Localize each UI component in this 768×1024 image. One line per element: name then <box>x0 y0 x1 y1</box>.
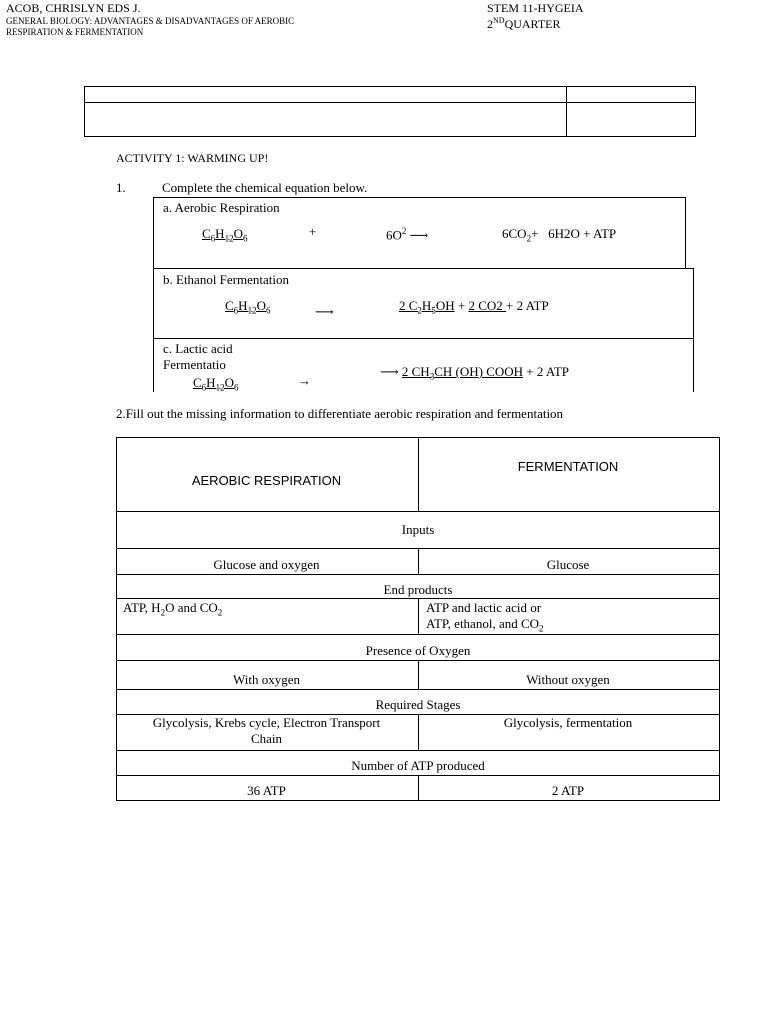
row-label-inputs: Inputs <box>401 522 435 537</box>
arrow-icon: ⟶ <box>409 227 429 243</box>
lactic-reactant: $C_6H_{12}O_6$ <box>193 375 239 393</box>
student-name: ACOB, CHRISLYN EDS J. <box>6 1 141 15</box>
atp-fermentation: 2 ATP <box>551 783 585 798</box>
row-label-stages: Required Stages <box>375 697 461 712</box>
aerobic-oxygen: $6O^2$ ⟶ <box>386 226 429 243</box>
activity-title: ACTIVITY 1: WARMING UP! <box>116 151 269 165</box>
aerobic-plus: + <box>309 224 317 239</box>
header-aerobic: AEROBIC RESPIRATION <box>191 473 342 488</box>
ethanol-products: 2 $C_2H_5OH + 2$ CO2 + 2 ATP <box>399 298 549 316</box>
lactic-label-1: c. Lactic acid <box>163 341 233 356</box>
stages-fermentation: Glycolysis, fermentation <box>503 715 633 730</box>
aerobic-products: $6CO_2+ 6H2O$ + ATP <box>502 226 617 244</box>
q2-instruction: 2.Fill out the missing information to differentiate aerobic respiration and fermentation <box>116 406 564 421</box>
atp-aerobic: 36 ATP <box>247 783 286 798</box>
end-products-fermentation: ATP and lactic acid or ATP, ethanol, and $CO_2$ <box>426 600 544 634</box>
class-section: STEM 11-HYGEIA <box>487 1 584 15</box>
lactic-products: ⟶ 2 $CH_3CH$ (OH) COOH + 2 ATP <box>380 364 570 382</box>
oxygen-fermentation: Without oxygen <box>526 672 610 687</box>
q1-number: 1. <box>116 180 126 195</box>
arrow-icon: → <box>298 373 311 388</box>
row-label-oxygen: Presence of Oxygen <box>365 643 471 658</box>
ethanol-label: b. Ethanol Fermentation <box>163 272 290 287</box>
lactic-label-2: Fermentatio <box>163 357 226 372</box>
stages-aerobic: Glycolysis, Krebs cycle, Electron Transport Chain <box>152 715 381 746</box>
row-label-atp: Number of ATP produced <box>351 758 485 773</box>
inputs-fermentation: Glucose <box>546 557 590 572</box>
header-fermentation: FERMENTATION <box>517 459 619 474</box>
aerobic-reactant: $C_6H_{12}O_6$ <box>202 226 248 244</box>
aerobic-label: a. Aerobic Respiration <box>163 200 280 215</box>
row-label-end-products: End products <box>383 582 453 597</box>
q1-instruction: Complete the chemical equation below. <box>162 180 368 195</box>
inputs-aerobic: Glucose and oxygen <box>213 557 320 572</box>
end-products-aerobic: ATP, $H_2O$ and $CO_2$ <box>123 600 223 618</box>
ethanol-reactant: $C_6H_{12}O_6$ <box>225 298 271 316</box>
subject-title: GENERAL BIOLOGY: ADVANTAGES & DISADVANTAGES OF AEROBIC RESPIRATION & FERMENTATION <box>6 16 295 37</box>
quarter: 2NDQUARTER <box>487 16 561 31</box>
oxygen-aerobic: With oxygen <box>233 672 300 687</box>
arrow-icon: ⟶ <box>380 364 399 379</box>
arrow-icon: ⟶ <box>315 304 334 319</box>
header-table <box>84 86 696 137</box>
